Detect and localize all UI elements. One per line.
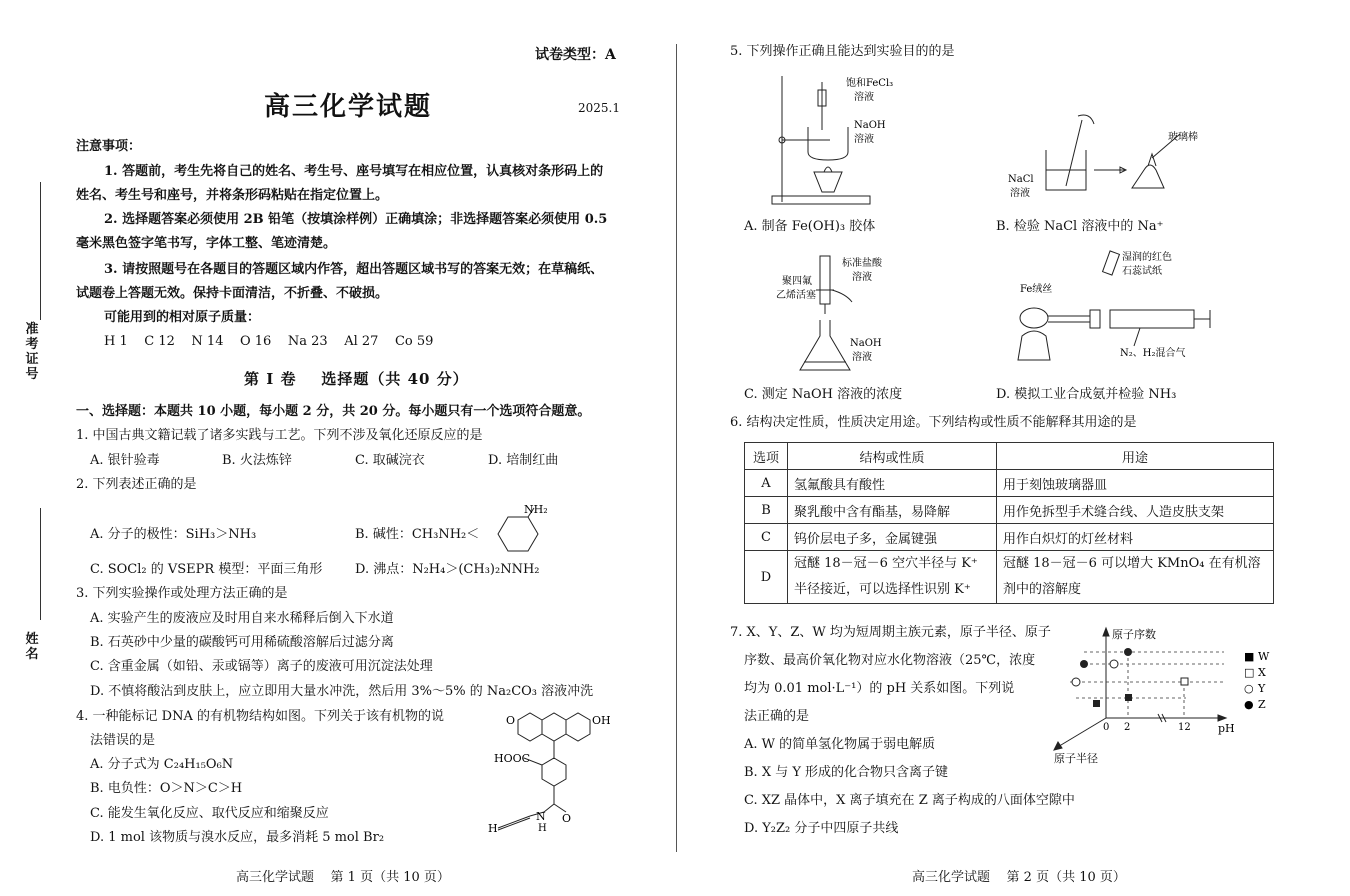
- q6-header-use: 用途: [997, 443, 1274, 470]
- q5c-ptfe-label-b: 乙烯活塞: [776, 290, 816, 301]
- q7-option-d: D. Y₂Z₂ 分子中四原子共线: [744, 821, 899, 836]
- q3-option-b: B. 石英砂中少量的碳酸钙可用稀硫酸溶解后过滤分离: [90, 635, 394, 650]
- q6-table-header: [745, 443, 1274, 470]
- q4-stem-b: 法错误的是: [90, 733, 156, 748]
- q5c-naoh-label: NaOH: [850, 338, 882, 349]
- q7-legend-y-label: Y: [1258, 682, 1266, 695]
- q5c-hcl-label: 标准盐酸: [842, 258, 882, 269]
- margin-line-bottom: [40, 508, 41, 620]
- q4-stem-a: 4. 一种能标记 DNA 的有机物结构如图。下列关于该有机物的说: [76, 709, 444, 724]
- footer-right: 高三化学试题 第 2 页（共 10 页）: [912, 870, 1126, 885]
- q7-legend-x-symbol: □: [1244, 666, 1255, 679]
- q5d-gas-label: N₂、H₂混合气: [1120, 348, 1186, 359]
- q7-option-b: B. X 与 Y 形成的化合物只含离子键: [744, 765, 949, 780]
- notice-3a: 3. 请按照题号在各题目的答题区域内作答，超出答题区域书写的答案无效；在草稿纸、: [104, 262, 604, 277]
- q6-table: [744, 442, 1274, 604]
- q6-row-c-use: 用作白炽灯的灯丝材料: [997, 524, 1274, 551]
- q2-option-c: C. SOCl₂ 的 VSEPR 模型：平面三角形: [90, 562, 323, 577]
- q4-option-d: D. 1 mol 该物质与溴水反应，最多消耗 5 mol Br₂: [90, 830, 385, 845]
- q6-row-b-use: 用作免拆型手术缝合线、人造皮肤支架: [997, 497, 1274, 524]
- q7-point-y-proj: [1072, 678, 1080, 686]
- q1-option-c: C. 取碱浣衣: [355, 453, 425, 468]
- q6-stem: 6. 结构决定性质，性质决定用途。下列结构或性质不能解释其用途的是: [730, 415, 1137, 430]
- q5a-fecl3-label: 饱和FeCl₃: [846, 78, 894, 89]
- q1-stem: 1. 中国古典文籍记载了诸多实践与工艺。下列不涉及氧化还原反应的是: [76, 428, 483, 443]
- q5d-litmus-label: 湿润的红色: [1122, 252, 1172, 263]
- dna-label-structure: [488, 704, 638, 834]
- q3-option-a: A. 实验产生的废液应及时用自来水稀释后倒入下水道: [90, 611, 394, 626]
- q7-option-a: A. W 的简单氢化物属于弱电解质: [744, 737, 936, 752]
- q3-option-c: C. 含重金属（如铅、汞或镉等）离子的废液可用沉淀法处理: [90, 659, 433, 674]
- q5-option-c: C. 测定 NaOH 溶液的浓度: [744, 387, 903, 402]
- notice-2b: 毫米黑色签字笔书写，字体工整、笔迹清楚。: [76, 236, 337, 251]
- q2-option-b: B. 碱性：CH₃NH₂＜: [355, 527, 480, 542]
- struct-hooc: HOOC: [494, 752, 531, 765]
- q1-option-a: A. 银针验毒: [90, 453, 160, 468]
- q2-option-d: D. 沸点：N₂H₄＞(CH₃)₂NNH₂: [355, 562, 540, 577]
- q7-chart-y-axis: 原子序数: [1112, 628, 1156, 641]
- q5-apparatus-b: [1006, 110, 1206, 210]
- notice-heading: 注意事项：: [76, 139, 142, 154]
- q5-apparatus-a: [770, 72, 930, 207]
- q3-stem: 3. 下列实验操作或处理方法正确的是: [76, 586, 288, 601]
- footer-left: 高三化学试题 第 1 页（共 10 页）: [236, 870, 450, 885]
- margin-line-top: [40, 182, 41, 320]
- q5d-litmus-label-b: 石蕊试纸: [1122, 266, 1162, 277]
- q7-legend-w-label: W: [1258, 650, 1270, 663]
- struct-o-left: O: [506, 714, 516, 727]
- q6-row-d-option: D: [745, 551, 788, 604]
- q5-option-d: D. 模拟工业合成氨并检验 NH₃: [996, 387, 1177, 402]
- paper-type: 试卷类型：A: [535, 47, 616, 63]
- q5-option-b: B. 检验 NaCl 溶液中的 Na⁺: [996, 219, 1164, 234]
- notice-3b: 试题卷上答题无效。保持卡面清洁，不折叠、不破损。: [76, 286, 389, 301]
- name-label: 姓名: [25, 632, 39, 662]
- q5c-naoh-label-b: 溶液: [852, 352, 872, 363]
- q4-option-a: A. 分子式为 C₂₄H₁₅O₆N: [90, 757, 234, 772]
- q6-row-a-property: 氢氟酸具有酸性: [788, 470, 997, 497]
- q6-row-d-property: [788, 551, 997, 604]
- q7-chart-tick-2: 2: [1124, 722, 1131, 733]
- q6-row-a-use: 用于刻蚀玻璃器皿: [997, 470, 1274, 497]
- q5a-naoh-label-b: 溶液: [854, 134, 874, 145]
- aniline-structure: [472, 502, 552, 552]
- q7-option-c: C. XZ 晶体中，X 离子填充在 Z 离子构成的八面体空隙中: [744, 793, 1075, 808]
- q6-row-d-use-line2: 剂中的溶解度: [1003, 582, 1082, 597]
- atomic-mass-heading: 可能用到的相对原子质量：: [104, 310, 261, 325]
- q6-header-property: 结构或性质: [788, 443, 997, 470]
- q7-chart-ph-axis: pH: [1218, 722, 1235, 735]
- q5-stem: 5. 下列操作正确且能达到实验目的的是: [730, 44, 955, 59]
- q7-legend-x-label: X: [1258, 666, 1266, 679]
- table-row: [745, 470, 1274, 497]
- table-row: [745, 524, 1274, 551]
- page-divider: [676, 44, 677, 852]
- q5d-fe-label: Fe绒丝: [1020, 284, 1053, 295]
- q2-stem: 2. 下列表述正确的是: [76, 477, 197, 492]
- q7-legend-y-symbol: ○: [1244, 682, 1254, 695]
- q6-row-b-option: B: [745, 497, 788, 524]
- atomic-masses: H 1 C 12 N 14 O 16 Na 23 Al 27 Co 59: [104, 334, 434, 349]
- q7-chart: [1046, 626, 1276, 766]
- q7-legend-w-symbol: ■: [1244, 650, 1255, 663]
- q7-point-x: [1181, 678, 1188, 685]
- table-row: [745, 551, 1274, 604]
- section-title: 第 Ⅰ 卷 选择题（共 40 分）: [244, 370, 469, 388]
- q3-option-d: D. 不慎将酸沾到皮肤上，应立即用大量水冲洗，然后用 3%～5% 的 Na₂CO₃ 溶液冲洗: [90, 684, 594, 699]
- q2-option-a: A. 分子的极性：SiH₃＞NH₃: [90, 527, 257, 542]
- struct-n: N: [536, 810, 546, 823]
- q5a-naoh-label: NaOH: [854, 120, 886, 131]
- q6-row-d-property-line1: 冠醚 18－冠－6 空穴半径与 K⁺: [794, 556, 978, 571]
- q5a-fecl3-label-b: 溶液: [854, 92, 874, 103]
- q7-chart-x-axis: 原子半径: [1054, 752, 1098, 765]
- q5b-nacl-label: NaCl: [1008, 174, 1034, 185]
- q5-apparatus-c: [776, 250, 956, 380]
- struct-h-terminal: H: [488, 822, 498, 834]
- part1-instructions: 一、选择题：本题共 10 小题，每小题 2 分，共 20 分。每小题只有一个选项符合题意。: [76, 404, 591, 419]
- q4-option-b: B. 电负性：O＞N＞C＞H: [90, 781, 243, 796]
- struct-o-amide: O: [562, 812, 572, 825]
- q6-row-b-property: 聚乳酸中含有酯基，易降解: [788, 497, 997, 524]
- q7-point-w: [1125, 694, 1132, 701]
- q5c-hcl-label-b: 溶液: [852, 272, 872, 283]
- q5-apparatus-d: [1010, 250, 1220, 380]
- q7-point-z: [1124, 648, 1132, 656]
- q7-legend-z-label: Z: [1258, 698, 1266, 711]
- struct-h: H: [538, 823, 547, 834]
- exam-date: 2025.1: [578, 101, 620, 115]
- q7-point-z-proj: [1080, 660, 1088, 668]
- q6-row-c-property: 钨价层电子多，金属键强: [788, 524, 997, 551]
- exam-id-label: 准考证号: [25, 322, 39, 382]
- table-row: [745, 497, 1274, 524]
- q4-option-c: C. 能发生氧化反应、取代反应和缩聚反应: [90, 806, 329, 821]
- q5c-ptfe-label: 聚四氟: [782, 276, 812, 287]
- notice-2a: 2. 选择题答案必须使用 2B 铅笔（按填涂样例）正确填涂；非选择题答案必须使用 0.5: [104, 212, 608, 227]
- q7-point-y: [1110, 660, 1118, 668]
- q6-row-d-property-line2: 半径接近，可以选择性识别 K⁺: [794, 582, 971, 597]
- q6-row-d-use: [997, 551, 1274, 604]
- q7-legend-z-symbol: ●: [1244, 698, 1254, 711]
- q1-option-b: B. 火法炼锌: [222, 453, 292, 468]
- q5-option-a: A. 制备 Fe(OH)₃ 胶体: [744, 219, 876, 234]
- q6-header-option: 选项: [745, 443, 788, 470]
- struct-oh: OH: [592, 714, 611, 727]
- q6-row-d-use-line1: 冠醚 18－冠－6 可以增大 KMnO₄ 在有机溶: [1003, 556, 1261, 571]
- aniline-nh2: NH₂: [524, 503, 548, 516]
- page-title: 高三化学试题: [264, 92, 433, 122]
- notice-1b: 姓名、考生号和座号，并将条形码粘贴在指定位置上。: [76, 188, 389, 203]
- q7-stem-4: 法正确的是: [744, 709, 810, 724]
- notice-1a: 1. 答题前，考生先将自己的姓名、考生号、座号填写在相应位置，认真核对条形码上的: [104, 164, 604, 179]
- q7-stem-2: 序数、最高价氧化物对应水化物溶液（25℃，浓度: [744, 653, 1036, 668]
- q5b-nacl-label-b: 溶液: [1010, 188, 1030, 199]
- q6-row-c-option: C: [745, 524, 788, 551]
- q7-stem-3: 均为 0.01 mol·L⁻¹）的 pH 关系如图。下列说: [744, 681, 1015, 696]
- q7-point-w-proj: [1093, 700, 1100, 707]
- q7-stem-1: 7. X、Y、Z、W 均为短周期主族元素，原子半径、原子: [730, 625, 1051, 640]
- q5b-glass-rod-label: 玻璃棒: [1168, 132, 1198, 143]
- q7-chart-tick-0: 0: [1103, 722, 1110, 733]
- q6-row-a-option: A: [745, 470, 788, 497]
- q1-option-d: D. 培制红曲: [488, 453, 559, 468]
- q7-chart-tick-12: 12: [1178, 722, 1191, 733]
